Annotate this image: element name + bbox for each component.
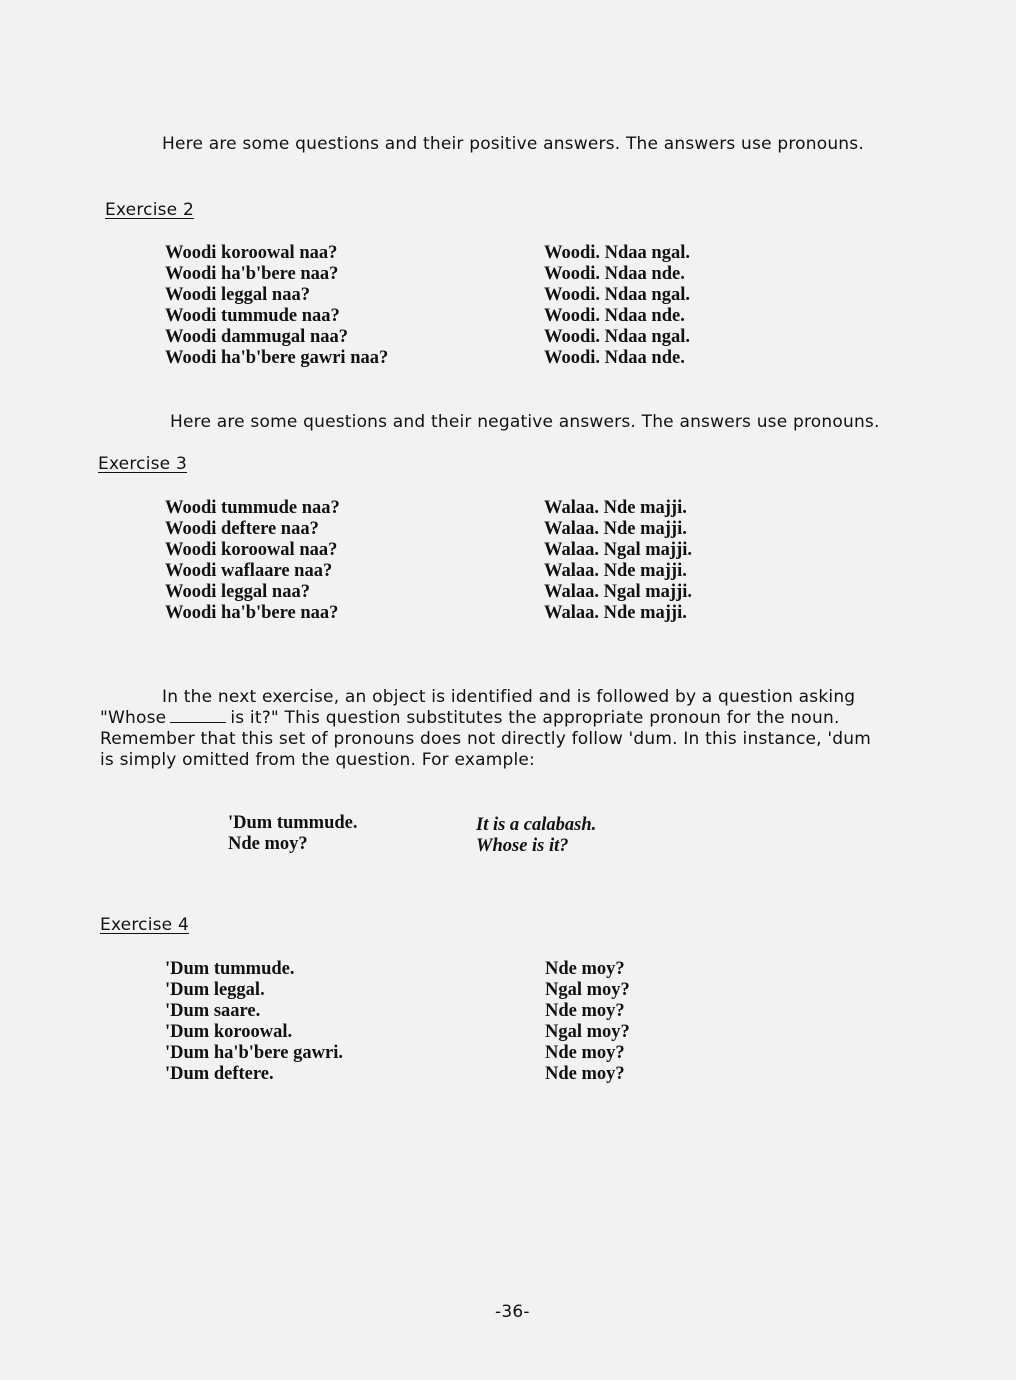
- example-line: 'Dum tummude.: [228, 813, 358, 833]
- exercise-3-answers: [544, 498, 692, 624]
- list-item: Woodi ha'b'bere naa?: [165, 603, 339, 623]
- exercise-2-questions: [165, 243, 388, 369]
- exercise-4-heading: Exercise 4: [100, 915, 189, 935]
- list-item: Nde moy?: [545, 959, 625, 979]
- list-item: Ngal moy?: [545, 1022, 630, 1042]
- list-item: Nde moy?: [545, 1064, 625, 1084]
- list-item: Walaa. Nde majji.: [544, 498, 687, 518]
- list-item: Woodi deftere naa?: [165, 519, 319, 539]
- list-item: Woodi. Ndaa nde.: [544, 306, 685, 326]
- list-item: Woodi waflaare naa?: [165, 561, 333, 581]
- exercise-3-heading: Exercise 3: [98, 454, 187, 474]
- list-item: Woodi. Ndaa ngal.: [544, 285, 690, 305]
- list-item: 'Dum leggal.: [165, 980, 265, 1000]
- example-line: It is a calabash.: [476, 815, 597, 835]
- list-item: Woodi leggal naa?: [165, 582, 310, 602]
- list-item: Walaa. Nde majji.: [544, 603, 687, 623]
- example-english: [476, 815, 596, 857]
- list-item: Woodi leggal naa?: [165, 285, 310, 305]
- list-item: 'Dum koroowal.: [165, 1022, 293, 1042]
- list-item: Walaa. Ngal majji.: [544, 540, 692, 560]
- fill-in-blank: [170, 708, 226, 723]
- exercise-4-statements: [165, 959, 343, 1085]
- list-item: Woodi tummude naa?: [165, 306, 340, 326]
- list-item: Nde moy?: [545, 1043, 625, 1063]
- list-item: Woodi dammugal naa?: [165, 327, 348, 347]
- explanation-line: Remember that this set of pronouns does not directly follow 'dum. In this instance, 'dum: [100, 729, 871, 749]
- list-item: Woodi koroowal naa?: [165, 540, 338, 560]
- list-item: Walaa. Nde majji.: [544, 561, 687, 581]
- list-item: 'Dum deftere.: [165, 1064, 274, 1084]
- explanation-line: is simply omitted from the question. For example:: [100, 750, 535, 770]
- list-item: Walaa. Nde majji.: [544, 519, 687, 539]
- explanation-line: In the next exercise, an object is identified and is followed by a question asking: [162, 687, 856, 707]
- list-item: Ngal moy?: [545, 980, 630, 1000]
- example-fula: [228, 813, 358, 855]
- exercise-2-answers: [544, 243, 690, 369]
- intro-positive: Here are some questions and their positive answers. The answers use pronouns.: [162, 134, 864, 154]
- exercise-2-heading: Exercise 2: [105, 200, 194, 220]
- list-item: 'Dum ha'b'bere gawri.: [165, 1043, 343, 1063]
- list-item: Woodi. Ndaa ngal.: [544, 243, 690, 263]
- list-item: Walaa. Ngal majji.: [544, 582, 692, 602]
- explanation-text: "Whose: [100, 708, 167, 728]
- list-item: Woodi. Ndaa nde.: [544, 264, 685, 284]
- exercise-3-questions: [165, 498, 340, 624]
- list-item: Woodi ha'b'bere gawri naa?: [165, 348, 389, 368]
- list-item: 'Dum tummude.: [165, 959, 295, 979]
- explanation-line: [100, 708, 920, 729]
- explanation-paragraph: [100, 687, 920, 771]
- list-item: Woodi koroowal naa?: [165, 243, 338, 263]
- list-item: Woodi. Ndaa ngal.: [544, 327, 690, 347]
- example-line: Nde moy?: [228, 834, 308, 854]
- list-item: Woodi. Ndaa nde.: [544, 348, 685, 368]
- list-item: Nde moy?: [545, 1001, 625, 1021]
- list-item: Woodi tummude naa?: [165, 498, 340, 518]
- intro-negative: Here are some questions and their negative answers. The answers use pronouns.: [170, 412, 880, 432]
- exercise-4-responses: [545, 959, 630, 1085]
- list-item: Woodi ha'b'bere naa?: [165, 264, 339, 284]
- list-item: 'Dum saare.: [165, 1001, 261, 1021]
- page-number: -36-: [495, 1302, 530, 1322]
- explanation-text: is it?" This question substitutes the appropriate pronoun for the noun.: [230, 708, 840, 728]
- example-line: Whose is it?: [476, 836, 569, 856]
